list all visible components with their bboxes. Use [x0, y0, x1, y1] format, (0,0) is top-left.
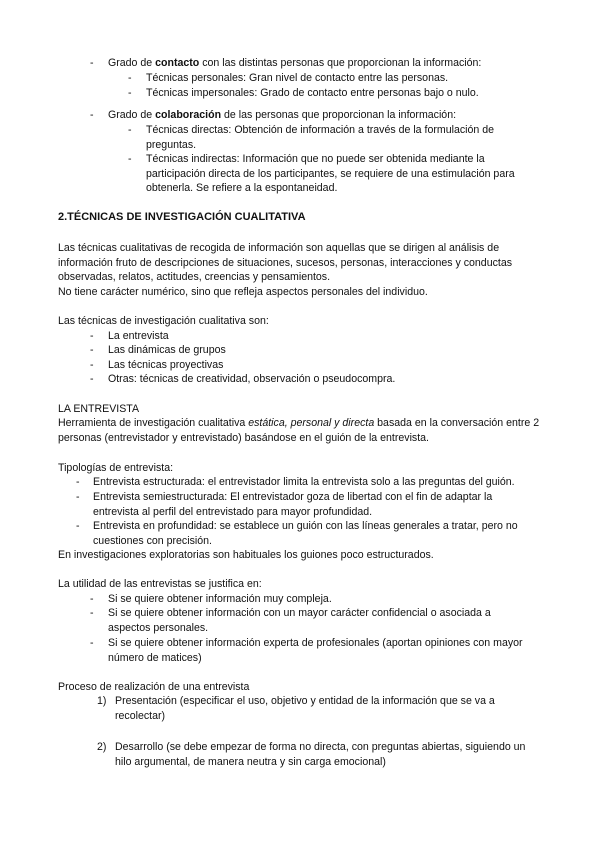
list-item: Entrevista en profundidad: se establece un guión con las líneas generales a tratar, pero no cuestiones con precisión. — [93, 520, 518, 547]
step-number: 1) — [97, 695, 107, 707]
interview-title: LA ENTREVISTA — [58, 403, 140, 415]
sub-bullet: - — [128, 153, 132, 165]
sub-list-item: Técnicas impersonales: Grado de contacto entre personas bajo o nulo. — [146, 87, 479, 99]
list-bullet: - — [76, 520, 80, 532]
list-bullet: - — [90, 109, 94, 121]
list-item: La entrevista — [108, 330, 169, 342]
list-bullet: - — [76, 476, 80, 488]
process-step: Desarrollo (se debe empezar de forma no directa, con preguntas abiertas, siguiendo un hilo argumental, de manera neutra y sin carga emocional) — [115, 741, 526, 768]
list-bullet: - — [90, 359, 94, 371]
list-bullet: - — [90, 593, 94, 605]
list-bullet: - — [90, 57, 94, 69]
list-item: Si se quiere obtener información muy compleja. — [108, 593, 332, 605]
interview-definition: Herramienta de investigación cualitativa estática, personal y directa basada en la conversación entre 2 personas (entrevistador y entrevistado) basándose en el guión de la entrevista. — [58, 417, 540, 444]
techniques-lead: Las técnicas de investigación cualitativa son: — [58, 315, 269, 327]
list-item: Entrevista estructurada: el entrevistador limita la entrevista solo a las preguntas del guión. — [93, 476, 515, 488]
sub-bullet: - — [128, 72, 132, 84]
list-item: Las dinámicas de grupos — [108, 344, 226, 356]
list-bullet: - — [90, 607, 94, 619]
list-item: Entrevista semiestructurada: El entrevistador goza de libertad con el fin de adaptar la entrevista al perfil del entrevistado para mayor profundidad. — [93, 491, 493, 518]
process-step: Presentación (especificar el uso, objetivo y entidad de la información que se va a recolectar) — [115, 695, 495, 722]
sub-list-item: Técnicas directas: Obtención de información a través de la formulación de preguntas. — [146, 124, 495, 151]
sub-bullet: - — [128, 87, 132, 99]
typologies-lead: Tipologías de entrevista: — [58, 462, 174, 474]
list-item-contacto: Grado de contacto con las distintas personas que proporcionan la información: — [108, 57, 482, 69]
list-bullet: - — [90, 344, 94, 356]
list-bullet: - — [90, 373, 94, 385]
list-item: Otras: técnicas de creatividad, observación o pseudocompra. — [108, 373, 396, 385]
sub-bullet: - — [128, 124, 132, 136]
list-item: Si se quiere obtener información experta de profesionales (aportan opiniones con mayor número de matices) — [108, 637, 523, 664]
list-item: Las técnicas proyectivas — [108, 359, 224, 371]
sub-list-item: Técnicas personales: Gran nivel de contacto entre las personas. — [146, 72, 449, 84]
intro-paragraph: Las técnicas cualitativas de recogida de información son aquellas que se dirigen al análisis de información fruto de descripciones de situaciones, sucesos, personas, interacciones y conductas observadas, relatos, actitudes, creencias y pensamientos. — [58, 242, 513, 284]
typologies-note: En investigaciones exploratorias son habituales los guiones poco estructurados. — [58, 549, 434, 561]
list-bullet: - — [90, 637, 94, 649]
intro-paragraph-2: No tiene carácter numérico, sino que refleja aspectos personales del individuo. — [58, 286, 428, 298]
list-item: Si se quiere obtener información con un mayor carácter confidencial o asociada a aspectos personales. — [108, 607, 491, 634]
list-bullet: - — [76, 491, 80, 503]
utility-lead: La utilidad de las entrevistas se justifica en: — [58, 578, 262, 590]
list-bullet: - — [90, 330, 94, 342]
step-number: 2) — [97, 741, 107, 753]
list-item-colaboracion: Grado de colaboración de las personas que proporcionan la información: — [108, 109, 457, 121]
sub-list-item: Técnicas indirectas: Información que no puede ser obtenida mediante la participación directa de los participantes, se requiere de una estimulación para obtenerla. Se refiere a la espontaneidad. — [146, 153, 515, 195]
process-lead: Proceso de realización de una entrevista — [58, 681, 250, 693]
section-heading: 2.TÉCNICAS DE INVESTIGACIÓN CUALITATIVA — [58, 211, 306, 223]
